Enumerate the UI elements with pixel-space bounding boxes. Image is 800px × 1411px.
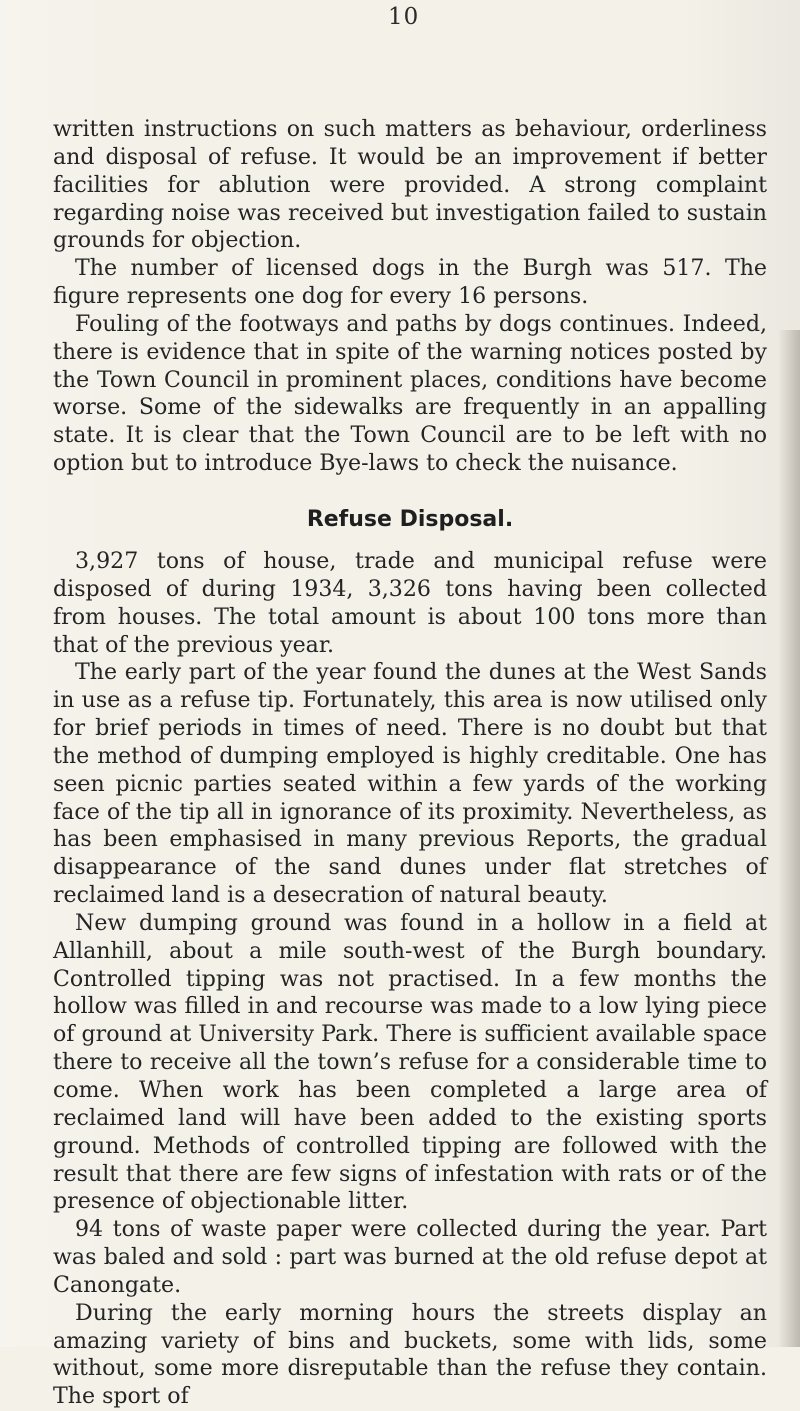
paragraph-west-sands-tip: The early part of the year found the dunes at the West Sands in use as a refuse tip. Fortunately, this area is now utilised only for brief periods in times of need. There is no doubt but that the method of dumping employed is highly creditable. One has seen picnic parties seated within a few yards of the working face of the tip all in ignorance of its proximity. Nevertheless, as has been emphasised in many previous Reports, the gradual disappearance of the sand dunes under flat stretches of reclaimed land is a desecration of natural beauty. — [53, 659, 767, 909]
paragraph-licensed-dogs: The number of licensed dogs in the Burgh was 517. The figure represents one dog for every 16 persons. — [53, 255, 767, 310]
paragraph-waste-paper: 94 tons of waste paper were collected during the year. Part was baled and sold : part was burned at the old refuse depot at Canongate. — [53, 1216, 767, 1298]
paragraph-refuse-tonnage: 3,927 tons of house, trade and municipal refuse were disposed of during 1934, 3,326 tons having been collected from houses. The total amount is about 100 tons more than that of the previous year. — [53, 547, 767, 658]
section-heading-refuse-disposal: Refuse Disposal. — [306, 506, 514, 532]
paragraph-continuation: written instructions on such matters as behaviour, orderliness and disposal of refuse. It would be an improvement if better facilities for ablution were provided. A strong complaint regarding noise was received but investigation failed to sustain grounds for objection. — [53, 116, 767, 254]
paragraph-bins-buckets: During the early morning hours the streets display an amazing variety of bins and buckets, some with lids, some without, some more disreputable than the refuse they contain. The sport of — [53, 1299, 767, 1410]
page-number: 10 — [388, 4, 420, 30]
text-column — [53, 116, 767, 1411]
paragraph-allanhill-dumping: New dumping ground was found in a hollow in a field at Allanhill, about a mile south-west of the Burgh boundary. Controlled tipping was not practised. In a few months the hollow was filled in and recourse was made to a low lying piece of ground at University Park. There is sufficient available space there to receive all the town’s refuse for a considerable time to come. When work has been completed a large area of reclaimed land will have been added to the existing sports ground. Methods of controlled tipping are followed with the result that there are few signs of infestation with rats or of the presence of objectionable litter. — [53, 909, 767, 1215]
page-edge-shadow — [778, 330, 800, 1347]
paragraph-dog-fouling: Fouling of the footways and paths by dogs continues. Indeed, there is evidence that in spite of the warning notices posted by the Town Council in prominent places, conditions have become worse. Some of the sidewalks are frequently in an appalling state. It is clear that the Town Council are to be left with no option but to introduce Bye-laws to check the nuisance. — [53, 310, 767, 477]
